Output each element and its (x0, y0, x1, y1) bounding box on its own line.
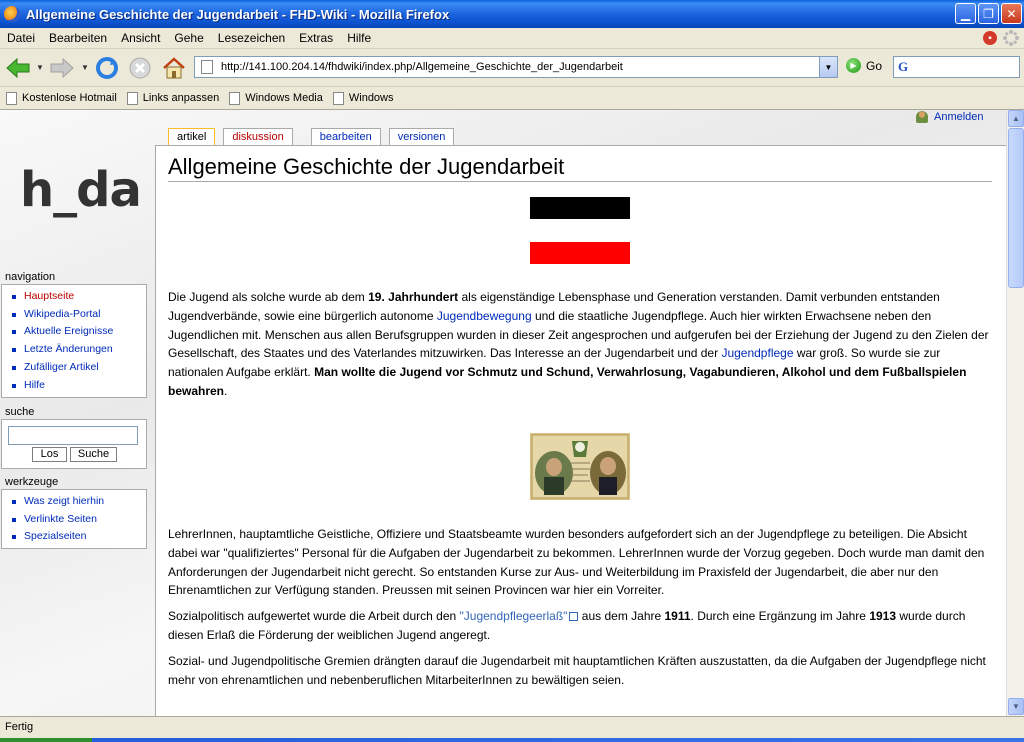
search-button[interactable]: Suche (70, 447, 117, 462)
url-input[interactable] (221, 61, 821, 73)
page-viewport (0, 110, 1006, 716)
navigation-toolbar (0, 48, 1024, 86)
url-bar[interactable] (194, 56, 838, 78)
menu-ansicht[interactable]: Ansicht (121, 31, 161, 45)
stop-small-icon[interactable]: ▪ (983, 31, 997, 45)
flag-stripe-red (530, 242, 630, 264)
search-portlet (1, 419, 147, 469)
forward-button[interactable] (47, 53, 77, 83)
bookmark-item[interactable]: Windows Media (229, 92, 323, 105)
paragraph-1: Die Jugend als solche wurde ab dem 19. Jahrhundert als eigenständige Lebensphase und Generation verstanden. Damit verbunden entstanden Jugendverbände, sowie eine bürgerlich autonome Jugendbewegung und die staatliche Jugendpflege. Auch hier wirkten Erwachsene neben den Jugendlichen mit. Menschen aus allen Berufsgruppen wurden in dieser Zeit angesprochen und aufgerufen bei der Erziehung der Jugend zu den Zielen der Gesellschaft, des Staates und des Vaterlandes mitzuwirken. Das Interesse an der Jugendarbeit und der Jugendpflege war groß. So wurde sie zur nationalen Aufgabe erklärt. Man wollte die Jugend vor Schmutz und Schund, Verwahrlosung, Vagabundieren, Alkohol und dem Fußballspielen bewahren. (168, 290, 989, 398)
link-jugendbewegung[interactable]: Jugendbewegung (436, 308, 532, 323)
menu-bearbeiten[interactable]: Bearbeiten (49, 31, 108, 45)
link-jugendpflegeerlass[interactable]: "Jugendpflegeerlaß" (459, 609, 568, 623)
minimize-button[interactable]: ▁ (955, 3, 976, 24)
tool-item-was-zeigt-hierhin[interactable]: Was zeigt hierhin (12, 493, 146, 511)
home-icon (161, 56, 187, 80)
google-icon[interactable]: G (898, 59, 909, 74)
menu-gehe[interactable]: Gehe (174, 31, 204, 45)
back-history-dropdown-icon[interactable]: ▼ (36, 63, 44, 72)
scroll-down-arrow-icon[interactable]: ▼ (1008, 698, 1024, 715)
navigation-portlet-title: navigation (5, 271, 56, 283)
scrollbar-thumb[interactable] (1008, 128, 1024, 288)
forward-arrow-icon (49, 57, 75, 79)
back-arrow-icon (5, 57, 31, 79)
flag-image (530, 197, 630, 264)
paragraph-4: Sozial- und Jugendpolitische Gremien drängten darauf die Jugendarbeit mit hauptamtlichen Kräften auszustatten, da die Aufgaben der Jugendpflege nicht mehr von ehrenamtlichen und nebenberuflichen MitarbeiterInnen zu bewältigen seien. (168, 654, 986, 687)
stop-button[interactable] (125, 53, 155, 83)
menu-hilfe[interactable]: Hilfe (347, 31, 372, 45)
external-link-icon (569, 612, 578, 621)
tool-item-spezialseiten[interactable]: Spezialseiten (12, 528, 146, 546)
tool-item-verlinkte-seiten[interactable]: Verlinkte Seiten (12, 511, 146, 529)
web-search-input[interactable] (912, 61, 1012, 73)
reload-icon (95, 56, 119, 80)
window-controls (955, 3, 1022, 24)
search-portlet-title: suche (5, 406, 35, 418)
home-button[interactable] (159, 53, 189, 83)
site-logo[interactable]: h_da (20, 162, 141, 218)
stop-icon (128, 56, 152, 80)
article-content (155, 145, 1006, 716)
scroll-up-arrow-icon[interactable]: ▲ (1008, 110, 1024, 127)
bookmarks-toolbar (0, 86, 1024, 110)
back-button[interactable] (3, 53, 33, 83)
nav-item-hauptseite[interactable]: Hauptseite (12, 288, 146, 306)
menu-bar (0, 28, 1024, 48)
tools-portlet (1, 489, 147, 549)
go-button[interactable] (846, 58, 882, 73)
wiki-search-input[interactable] (8, 426, 138, 445)
bookmark-item[interactable]: Links anpassen (127, 92, 219, 105)
bookmark-page-icon (6, 92, 17, 105)
tab-artikel[interactable]: artikel (168, 128, 215, 146)
search-go-button[interactable]: Los (32, 447, 67, 462)
menu-extras[interactable]: Extras (299, 31, 334, 45)
page-tabs (168, 128, 462, 146)
window-titlebar[interactable] (0, 0, 1024, 28)
flag-stripe-black (530, 197, 630, 219)
restore-button[interactable]: ❐ (978, 3, 999, 24)
bookmark-page-icon (127, 92, 138, 105)
page-icon (201, 60, 213, 74)
throbber-icon (1002, 29, 1020, 47)
go-label: Go (866, 58, 883, 73)
taskbar-strip (0, 738, 1024, 742)
firefox-icon (4, 6, 20, 22)
url-dropdown-icon[interactable]: ▼ (819, 57, 837, 77)
tools-portlet-title: werkzeuge (5, 476, 59, 488)
paragraph-2: LehrerInnen, hauptamtliche Geistliche, Offiziere und Staatsbeamte wurden besonders aufgefordert sich an der Jugendpflege zu beteiligen. Die Absicht dabei war "qualifiziertes" Personal für die Aufgaben der Jugendarbeit zu bekommen. LehrerInnen wurde der Vorzug gegeben. Doch wurde man damit den Anforderungen der Jugendarbeit nicht gerecht. So entstanden Kurse zur Aus- und Weiterbildung im Praxisfeld der Jugendarbeit, die aber nur den Ehrenamtlichen zur Verfügung standen. Preussen mit seinen Provincen war hier ein Vorreiter. (168, 527, 985, 598)
link-jugendpflege[interactable]: Jugendpflege (721, 346, 794, 361)
status-bar: Fertig (0, 716, 1024, 738)
bookmark-page-icon (333, 92, 344, 105)
forward-history-dropdown-icon[interactable]: ▼ (81, 63, 89, 72)
bookmark-item[interactable]: Windows (333, 92, 394, 105)
vertical-scrollbar[interactable] (1006, 110, 1024, 716)
user-icon (916, 111, 928, 123)
close-button[interactable]: ✕ (1001, 3, 1022, 24)
nav-item-zufaelliger-artikel[interactable]: Zufälliger Artikel (12, 359, 146, 377)
flag-stripe-white (530, 219, 630, 242)
tab-diskussion[interactable]: diskussion (223, 128, 292, 145)
bookmark-item[interactable]: Kostenlose Hotmail (6, 92, 117, 105)
window-title: Allgemeine Geschichte der Jugendarbeit - FHD-Wiki - Mozilla Firefox (26, 6, 450, 22)
page-title: Allgemeine Geschichte der Jugendarbeit (168, 154, 992, 182)
reload-button[interactable] (92, 53, 122, 83)
navigation-portlet (1, 284, 147, 398)
bookmark-page-icon (229, 92, 240, 105)
web-search-box[interactable] (893, 56, 1020, 78)
paragraph-3: Sozialpolitisch aufgewertet wurde die Arbeit durch den "Jugendpflegeerlaß" aus dem Jahre 1911. Durch eine Ergänzung im Jahre 1913 wurde durch diesen Erlaß die Förderung der weiblichen Jugend angeregt. (168, 609, 966, 642)
menu-lesezeichen[interactable]: Lesezeichen (217, 31, 286, 45)
nav-item-aktuelle-ereignisse[interactable]: Aktuelle Ereignisse (12, 323, 146, 341)
nav-item-hilfe[interactable]: Hilfe (12, 377, 146, 395)
nav-item-wikipedia-portal[interactable]: Wikipedia-Portal (12, 306, 146, 324)
menu-datei[interactable]: Datei (7, 31, 36, 45)
tab-bearbeiten[interactable]: bearbeiten (311, 128, 381, 145)
nav-item-letzte-aenderungen[interactable]: Letzte Änderungen (12, 341, 146, 359)
login-link[interactable]: Anmelden (916, 111, 984, 123)
tab-versionen[interactable]: versionen (389, 128, 455, 145)
go-arrow-icon: ▶ (846, 58, 861, 73)
postcard-image[interactable] (530, 433, 630, 500)
